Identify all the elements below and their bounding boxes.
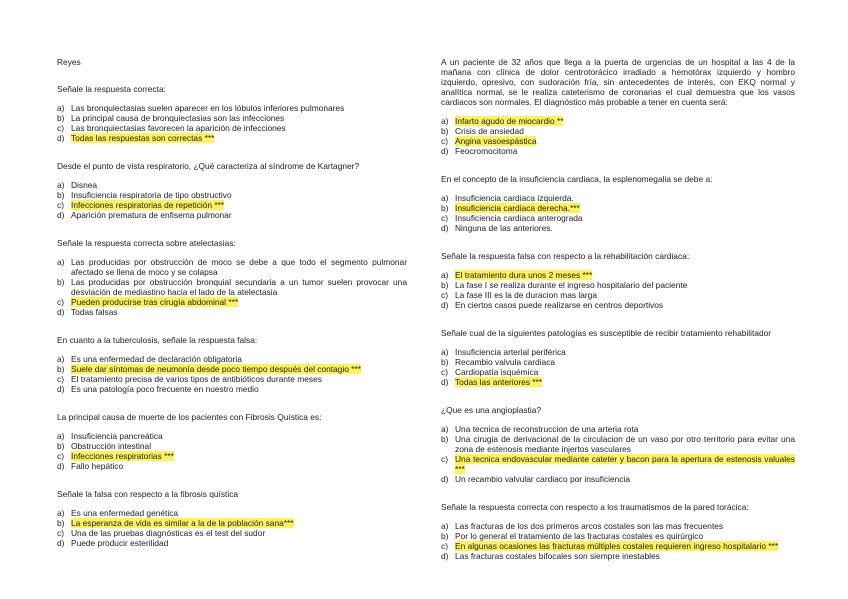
option-text-wrap	[71, 210, 407, 220]
option-letter: c)	[441, 541, 448, 551]
option-text: Ninguna de las anteriores.	[455, 223, 553, 233]
option-text-wrap	[71, 354, 407, 364]
question-text: Señale la respuesta falsa con respecto a la rehabilitación cardiaca:	[441, 251, 690, 261]
option-letter: d)	[441, 551, 449, 561]
answer-option	[57, 180, 407, 190]
answer-option	[441, 521, 795, 531]
option-letter: a)	[57, 180, 65, 190]
option-letter: d)	[57, 210, 65, 220]
option-letter: c)	[57, 123, 64, 133]
option-text-wrap	[71, 257, 407, 277]
option-text-wrap	[71, 441, 407, 451]
option-text: Por lo general el tratamiento de las fracturas costales es quirúrgico	[455, 531, 704, 541]
option-text-highlighted: Una tecnica endovascular mediante cateter y bacon para la apertura de estenosis valuales ***	[455, 454, 795, 474]
option-letter: a)	[57, 354, 65, 364]
answer-option	[441, 270, 795, 280]
option-text-wrap	[71, 374, 407, 384]
option-letter: a)	[57, 103, 65, 113]
answer-option	[57, 364, 407, 374]
answer-option	[57, 123, 407, 133]
option-text-highlighted: Pueden producirse tras cirugía abdominal ***	[71, 297, 239, 307]
question-block	[441, 502, 795, 561]
option-text-highlighted: Todas las respuestas son correctas ***	[71, 133, 215, 143]
option-text: Recambio valvula cardiaca	[455, 357, 556, 367]
option-text-highlighted: Infecciones respiratorias de repetición ***	[71, 200, 225, 210]
answer-option	[441, 193, 795, 203]
option-text-wrap	[455, 454, 795, 474]
left-question-list	[57, 84, 407, 548]
option-letter: b)	[441, 203, 449, 213]
option-text-wrap	[71, 297, 407, 307]
option-letter: c)	[441, 367, 448, 377]
option-text: Las fracturas de los dos primeros arcos costales son las mas frecuentes	[455, 521, 724, 531]
option-letter: c)	[441, 136, 448, 146]
question-text: La principal causa de muerte de los pacientes con Fibrosis Quística es:	[57, 412, 322, 422]
option-letter: c)	[57, 200, 64, 210]
option-text-highlighted: En algunas ocasiones las fracturas múltiples costales requieren ingreso hospitalario ***	[455, 541, 779, 551]
option-letter: b)	[57, 113, 65, 123]
option-text: Obstrucción intestinal	[71, 441, 152, 451]
option-text-highlighted: Infarto agudo de miocardio **	[455, 116, 564, 126]
option-text-wrap	[71, 451, 407, 461]
option-text-wrap	[71, 277, 407, 297]
question-text: Desde el punto de vista respiratorio, ¿Qué caracteriza al síndrome de Kartagner?	[57, 161, 360, 171]
option-letter: d)	[441, 377, 449, 387]
answer-option	[57, 528, 407, 538]
question-text: En cuanto a la tuberculosis, señale la respuesta falsa:	[57, 335, 258, 345]
option-text-wrap	[455, 357, 795, 367]
option-text-wrap	[455, 280, 795, 290]
option-text-wrap	[71, 364, 407, 374]
answer-option	[57, 210, 407, 220]
option-text-wrap	[455, 290, 795, 300]
option-text-wrap	[71, 508, 407, 518]
answer-option	[441, 213, 795, 223]
answer-option	[57, 297, 407, 307]
option-text-wrap	[455, 551, 795, 561]
option-text-wrap	[71, 103, 407, 113]
option-text: Insuficiencia pancreática	[71, 431, 163, 441]
answer-option	[57, 384, 407, 394]
option-text-wrap	[455, 424, 795, 434]
option-letter: a)	[441, 270, 449, 280]
option-letter: b)	[57, 441, 65, 451]
option-text-wrap	[71, 123, 407, 133]
option-text: Insuficiencia arterial periférica	[455, 347, 566, 357]
answer-option	[441, 434, 795, 454]
option-text: La fase III es la de duracion mas larga	[455, 290, 597, 300]
answer-option	[57, 200, 407, 210]
option-text-wrap	[71, 133, 407, 143]
question-text: Señale la falsa con respecto a la fibrosis quística	[57, 489, 239, 499]
option-text: Es una patología poco frecuente en nuestro medio	[71, 384, 259, 394]
option-letter: d)	[57, 538, 65, 548]
question-text: En el concepto de la insuficiencia cardiaca, la esplenomegalia se debe a:	[441, 174, 713, 184]
option-text-highlighted: La esperanza de vida es similar a la de la población sana***	[71, 518, 294, 528]
answer-option	[441, 347, 795, 357]
option-letter: c)	[441, 290, 448, 300]
option-text: Todas falsas	[71, 307, 118, 317]
option-text-wrap	[455, 367, 795, 377]
option-letter: c)	[57, 528, 64, 538]
question-block	[441, 251, 795, 310]
option-letter: d)	[441, 223, 449, 233]
question-text: A un paciente de 32 años que llega a la puerta de urgencias de un hospital a las 4 de la mañana con clínica de dolor centrotorácico irradiado a hemotórax izquierdo y hombro izquierdo, opresivo, con sudoración fría, sin antecedentes de interés, con EKQ normal y analítica normal, se le realiza cateterismo de coronarias el cual demuestra que los vasos cardiacos son normales. El diagnóstico más probable a tener en cuenta será:	[441, 57, 795, 107]
option-letter: a)	[441, 116, 449, 126]
option-text-highlighted: Angina vasoespástica	[455, 136, 537, 146]
question-block	[441, 328, 795, 387]
answer-option	[57, 538, 407, 548]
document-title: Reyes	[57, 57, 81, 67]
option-text-wrap	[71, 384, 407, 394]
option-letter: a)	[57, 508, 65, 518]
answer-option	[441, 367, 795, 377]
option-text-highlighted: Insuficiencia cardiaca derecha.***	[455, 203, 580, 213]
option-letter: c)	[57, 374, 64, 384]
answer-option	[441, 424, 795, 434]
option-letter: d)	[57, 307, 65, 317]
option-text-wrap	[71, 180, 407, 190]
answer-option	[441, 290, 795, 300]
answer-option	[57, 277, 407, 297]
option-text-wrap	[455, 434, 795, 454]
option-text: Las producidas por obstrucción de moco se debe a que todo el segmento pulmonar afectado se llena de moco y se colapsa	[71, 257, 407, 277]
option-letter: b)	[441, 434, 449, 444]
option-text-wrap	[455, 300, 795, 310]
answer-option	[441, 116, 795, 126]
question-block	[57, 238, 407, 317]
answer-option	[441, 474, 795, 484]
answer-option	[441, 300, 795, 310]
option-letter: c)	[57, 451, 64, 461]
answer-option	[441, 541, 795, 551]
option-letter: b)	[441, 531, 449, 541]
option-text-highlighted: Infecciones respiratorias ***	[71, 451, 174, 461]
option-text: Una tecnica de reconstruccion de una arteria rota	[455, 424, 639, 434]
question-text: Señale la respuesta correcta:	[57, 84, 166, 94]
question-text: ¿Que es una angioplastia?	[441, 405, 542, 415]
option-letter: a)	[441, 424, 449, 434]
option-letter: d)	[57, 384, 65, 394]
answer-option	[441, 454, 795, 474]
option-letter: b)	[441, 126, 449, 136]
option-text: Insuficiencia respiratoria de tipo obstructivo	[71, 190, 232, 200]
option-letter: d)	[57, 133, 65, 143]
question-block	[57, 335, 407, 394]
option-text-wrap	[455, 223, 795, 233]
left-column	[57, 57, 407, 566]
option-text: Cardiopatía isquémica	[455, 367, 539, 377]
option-text: Puede producir esterilidad	[71, 538, 169, 548]
answer-option	[57, 257, 407, 277]
right-column	[441, 57, 795, 579]
option-text: Las bronquiectasias suelen aparecer en los lóbulos inferiores pulmonares	[71, 103, 345, 113]
question-text: Señale la respuesta correcta sobre atelectasias:	[57, 238, 236, 248]
option-letter: b)	[441, 280, 449, 290]
option-letter: b)	[57, 518, 65, 528]
option-text: La fase I se realiza durante el ingreso hospitalario del paciente	[455, 280, 688, 290]
answer-option	[441, 203, 795, 213]
option-text-wrap	[455, 347, 795, 357]
option-text-wrap	[455, 213, 795, 223]
answer-option	[57, 451, 407, 461]
answer-option	[441, 223, 795, 233]
answer-option	[441, 280, 795, 290]
answer-option	[57, 374, 407, 384]
option-text-highlighted: Todas las anteriores ***	[455, 377, 543, 387]
answer-option	[57, 133, 407, 143]
answer-option	[57, 461, 407, 471]
question-text: Señale la respuesta correcta con respecto a los traumatismos de la pared torácica:	[441, 502, 749, 512]
option-text: Insuficiencia cardiaca anterograda	[455, 213, 583, 223]
option-text: En ciertos casos puede realizarse en centros deportivos	[455, 300, 664, 310]
option-letter: a)	[57, 257, 65, 267]
question-block	[57, 489, 407, 548]
option-letter: d)	[441, 300, 449, 310]
question-block	[57, 84, 407, 143]
option-text: Es una enfermedad genética	[71, 508, 179, 518]
option-text-wrap	[455, 116, 795, 126]
answer-option	[441, 357, 795, 367]
option-letter: b)	[57, 364, 65, 374]
option-text: Feocromocitoma	[455, 146, 518, 156]
option-text: Disnea	[71, 180, 98, 190]
option-text-wrap	[455, 270, 795, 280]
option-letter: d)	[441, 474, 449, 484]
answer-option	[57, 441, 407, 451]
option-letter: b)	[57, 277, 65, 287]
option-letter: c)	[57, 297, 64, 307]
option-text-wrap	[71, 461, 407, 471]
option-text-wrap	[455, 136, 795, 146]
answer-option	[441, 136, 795, 146]
option-text: Las bronquiectasias favorecen la aparición de infecciones	[71, 123, 286, 133]
question-block	[441, 57, 795, 156]
option-text-wrap	[455, 521, 795, 531]
option-text-wrap	[455, 146, 795, 156]
option-text: Las producidas por obstrucción bronquial secundaria a un tumor suelen provocar una desviación de mediastino hacia el lado de la atelectasia	[71, 277, 407, 297]
answer-option	[57, 354, 407, 364]
answer-option	[441, 126, 795, 136]
option-text-wrap	[71, 538, 407, 548]
question-block	[57, 412, 407, 471]
answer-option	[441, 551, 795, 561]
option-text-wrap	[455, 474, 795, 484]
question-text: Señale cual de la siguientes patologías es susceptible de recibir tratamiento rehabilitador	[441, 328, 772, 338]
option-text-wrap	[455, 541, 795, 551]
answer-option	[441, 146, 795, 156]
option-text-wrap	[71, 200, 407, 210]
option-text-highlighted: Suele dar síntomas de neumonía desde poco tiempo después del contagio ***	[71, 364, 362, 374]
option-text-wrap	[455, 531, 795, 541]
answer-option	[57, 508, 407, 518]
option-text-wrap	[455, 203, 795, 213]
option-text-wrap	[455, 193, 795, 203]
option-text: Las fracturas costales bifocales son siempre inestables	[455, 551, 660, 561]
answer-option	[441, 531, 795, 541]
option-text: Una cirugia de derivacional de la circulacion de un vaso por otro territorio para evitar una zona de estenosis mediante injertos vasculares	[455, 434, 795, 454]
option-text-wrap	[71, 431, 407, 441]
answer-option	[57, 431, 407, 441]
option-text: Un recambio valvular cardiaco por insuficiencia	[455, 474, 631, 484]
answer-option	[57, 518, 407, 528]
option-text-wrap	[71, 307, 407, 317]
option-letter: b)	[441, 357, 449, 367]
option-text: El tratamiento precisa de varios tipos de antibióticos durante meses	[71, 374, 322, 384]
option-text-wrap	[455, 126, 795, 136]
option-text-wrap	[71, 518, 407, 528]
option-letter: a)	[441, 193, 449, 203]
right-question-list	[441, 57, 795, 561]
option-text: La principal causa de bronquiectasias son las infecciones	[71, 113, 285, 123]
option-text-highlighted: El tratamiento dura unos 2 meses ***	[455, 270, 593, 280]
option-letter: a)	[441, 347, 449, 357]
option-text-wrap	[455, 377, 795, 387]
option-text: Insuficiencia cardiaca izquierda.	[455, 193, 574, 203]
option-letter: a)	[441, 521, 449, 531]
option-text: Crisis de ansiedad	[455, 126, 524, 136]
option-text-wrap	[71, 190, 407, 200]
option-letter: b)	[57, 190, 65, 200]
answer-option	[57, 113, 407, 123]
answer-option	[57, 103, 407, 113]
option-text: Una de las pruebas diagnósticas es el test del sudor	[71, 528, 266, 538]
answer-option	[441, 377, 795, 387]
option-letter: d)	[441, 146, 449, 156]
answer-option	[57, 190, 407, 200]
option-letter: c)	[441, 454, 448, 464]
option-letter: a)	[57, 431, 65, 441]
option-letter: d)	[57, 461, 65, 471]
option-letter: c)	[441, 213, 448, 223]
option-text: Aparición prematura de enfisema pulmonar	[71, 210, 232, 220]
option-text-wrap	[71, 113, 407, 123]
question-block	[441, 405, 795, 484]
option-text: Es una enfermedad de declaración obligatoria	[71, 354, 242, 364]
option-text-wrap	[71, 528, 407, 538]
question-block	[57, 161, 407, 220]
answer-option	[57, 307, 407, 317]
question-block	[441, 174, 795, 233]
option-text: Fallo hepático	[71, 461, 124, 471]
